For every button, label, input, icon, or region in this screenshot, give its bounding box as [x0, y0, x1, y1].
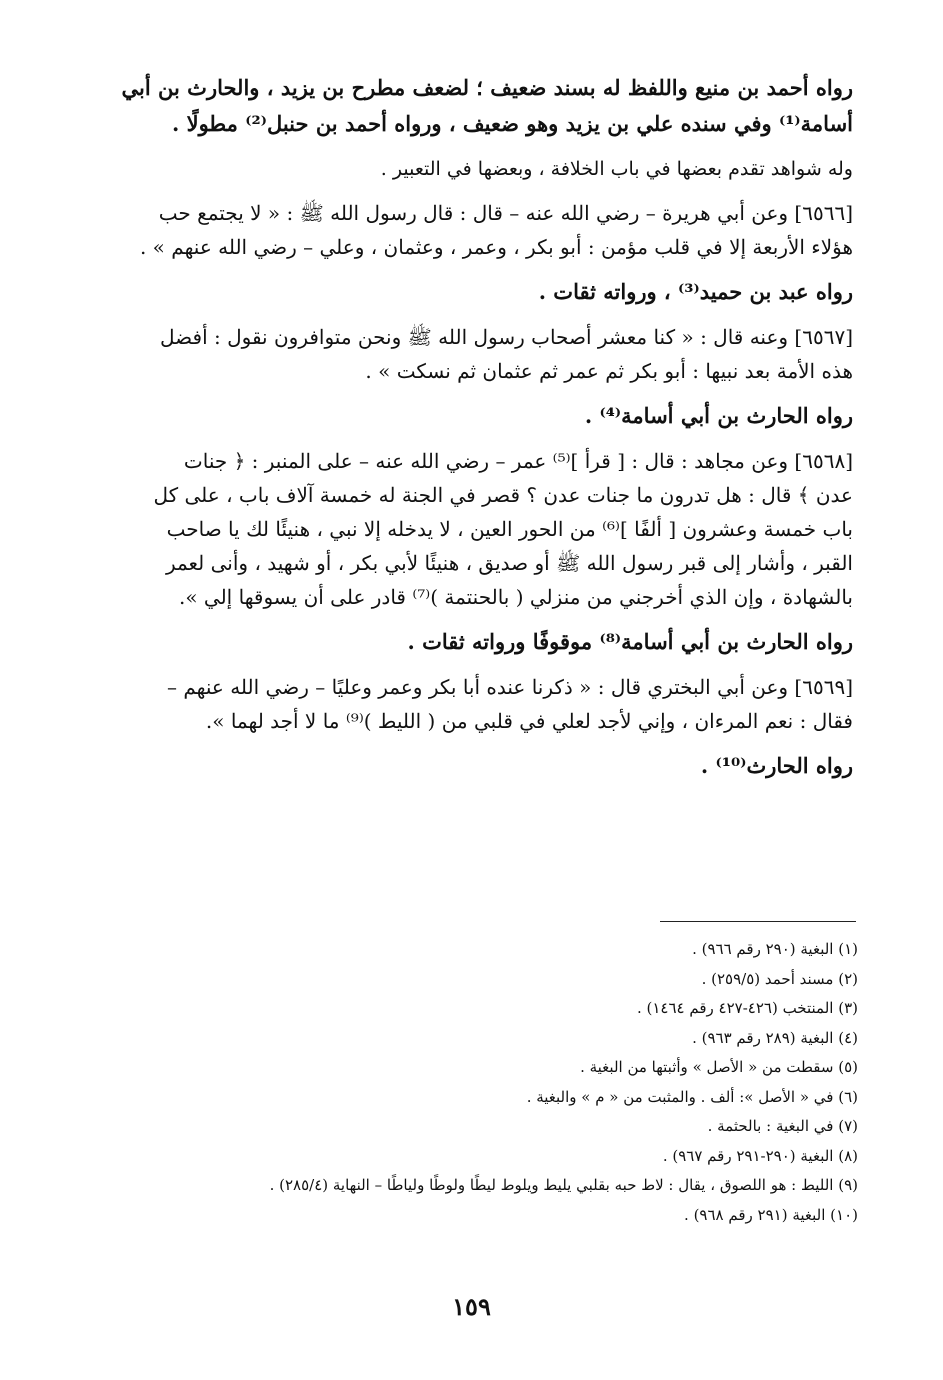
footnote: (٥) سقطت من « الأصل » وأثبتها من البغية . [580, 1058, 858, 1076]
hadith-6567 [90, 320, 853, 388]
footnote: (١) البغية (٢٩٠ رقم ٩٦٦) . [692, 940, 858, 958]
witness-note [90, 152, 853, 186]
source-note-4 [90, 624, 853, 660]
text-line: هذه الأمة بعد نبيها : أبو بكر ثم عمر ثم عثمان ثم نسكت » . [365, 359, 853, 383]
footnote: (٩) الليط : هو اللصوق ، يقال : لاط حبه بقلبي يليط ويلوط ليطًا ولوطًا ولياطًا – النهاية (٢٨٥/٤) . [269, 1176, 858, 1194]
text-line: رواه الحارث بن أبي أسامة⁽⁸⁾ موقوفًا ورواته ثقات . [407, 629, 853, 654]
page-number: ١٥٩ [452, 1292, 491, 1321]
footnote-separator [660, 921, 856, 922]
hadith-6569 [90, 670, 853, 738]
source-note-1 [90, 70, 853, 142]
footnotes [90, 935, 858, 1230]
footnote: (٨) البغية (٢٩٠-٢٩١ رقم ٩٦٧) . [662, 1146, 858, 1165]
text-line: [٦٥٦٩] وعن أبي البختري قال : « ذكرنا عنده أبا بكر وعمر وعليًا – رضي الله عنهم – [166, 675, 853, 699]
text-line: باب خمسة وعشرون [ ألفًا ]⁽⁶⁾ من الحور العين ، لا يدخله إلا نبي ، هنيئًا لك يا صاحب [166, 517, 853, 541]
text-line: رواه أحمد بن منيع واللفظ له بسند ضعيف ؛ لضعف مطرح بن يزيد ، والحارث بن أبي [121, 75, 853, 100]
source-note-5 [90, 748, 853, 784]
source-note-2 [90, 274, 853, 310]
hadith-6566 [90, 196, 853, 264]
footnote: (٦) في « الأصل »: ألف . والمثبت من « م » والبغية . [526, 1087, 858, 1106]
source-note-3 [90, 398, 853, 434]
text-line: رواه عبد بن حميد⁽³⁾ ، ورواته ثقات . [538, 279, 853, 304]
text-line: فقال : نعم المرءان ، وإني لأجد لعلي في قلبي من ( الليط )⁽⁹⁾ ما لا أجد لهما ». [205, 709, 853, 733]
text-line: القبر ، وأشار إلى قبر رسول الله ﷺ أو صديق ، هنيئًا لأبي بكر ، أو شهيد ، وأنى لعمر [165, 551, 853, 575]
text-line: [٦٥٦٦] وعن أبي هريرة – رضي الله عنه – قال : قال رسول الله ﷺ : « لا يجتمع حب [158, 201, 853, 225]
footnote: (٢) مسند أحمد (٢٥٩/٥) . [701, 969, 858, 988]
text-line: بالشهادة ، وإن الذي أخرجني من منزلي ( بالحنتمة )⁽⁷⁾ قادر على أن يسوقها إلي ». [178, 585, 853, 609]
text-line: رواه الحارث⁽¹⁰⁾ . [700, 753, 853, 778]
hadith-6568 [90, 444, 853, 614]
text-line: هؤلاء الأربعة إلا في قلب مؤمن : أبو بكر ، وعمر ، وعثمان ، وعلي – رضي الله عنهم » . [139, 235, 853, 259]
footnote: (٤) البغية (٢٨٩ رقم ٩٦٣) . [692, 1028, 858, 1047]
main-text [90, 70, 853, 794]
text-line: عدن ﴾ قال : هل تدرون ما جنات عدن ؟ قصر في الجنة له خمسة آلاف باب ، على كل [153, 483, 853, 507]
footnote: (٧) في البغية : بالحثمة . [707, 1117, 858, 1135]
text-line: أسامة⁽¹⁾ وفي سنده علي بن يزيد وهو ضعيف ، ورواه أحمد بن حنبل⁽²⁾ مطولًا . [171, 111, 853, 136]
footnote: (٣) المنتخب (٤٢٦-٤٢٧ رقم ١٤٦٤) . [636, 999, 858, 1017]
text-line: رواه الحارث بن أبي أسامة⁽⁴⁾ . [584, 403, 853, 428]
text-line: [٦٥٦٨] وعن مجاهد : قال : [ قرأ ]⁽⁵⁾ عمر – رضي الله عنه – على المنبر : ﴿ جنات [183, 449, 853, 473]
text-line: وله شواهد تقدم بعضها في باب الخلافة ، وبعضها في التعبير . [380, 158, 853, 180]
text-line: [٦٥٦٧] وعنه قال : « كنا معشر أصحاب رسول الله ﷺ ونحن متوافرون نقول : أفضل [160, 325, 853, 349]
footnote: (١٠) البغية (٢٩١ رقم ٩٦٨) . [684, 1205, 858, 1224]
